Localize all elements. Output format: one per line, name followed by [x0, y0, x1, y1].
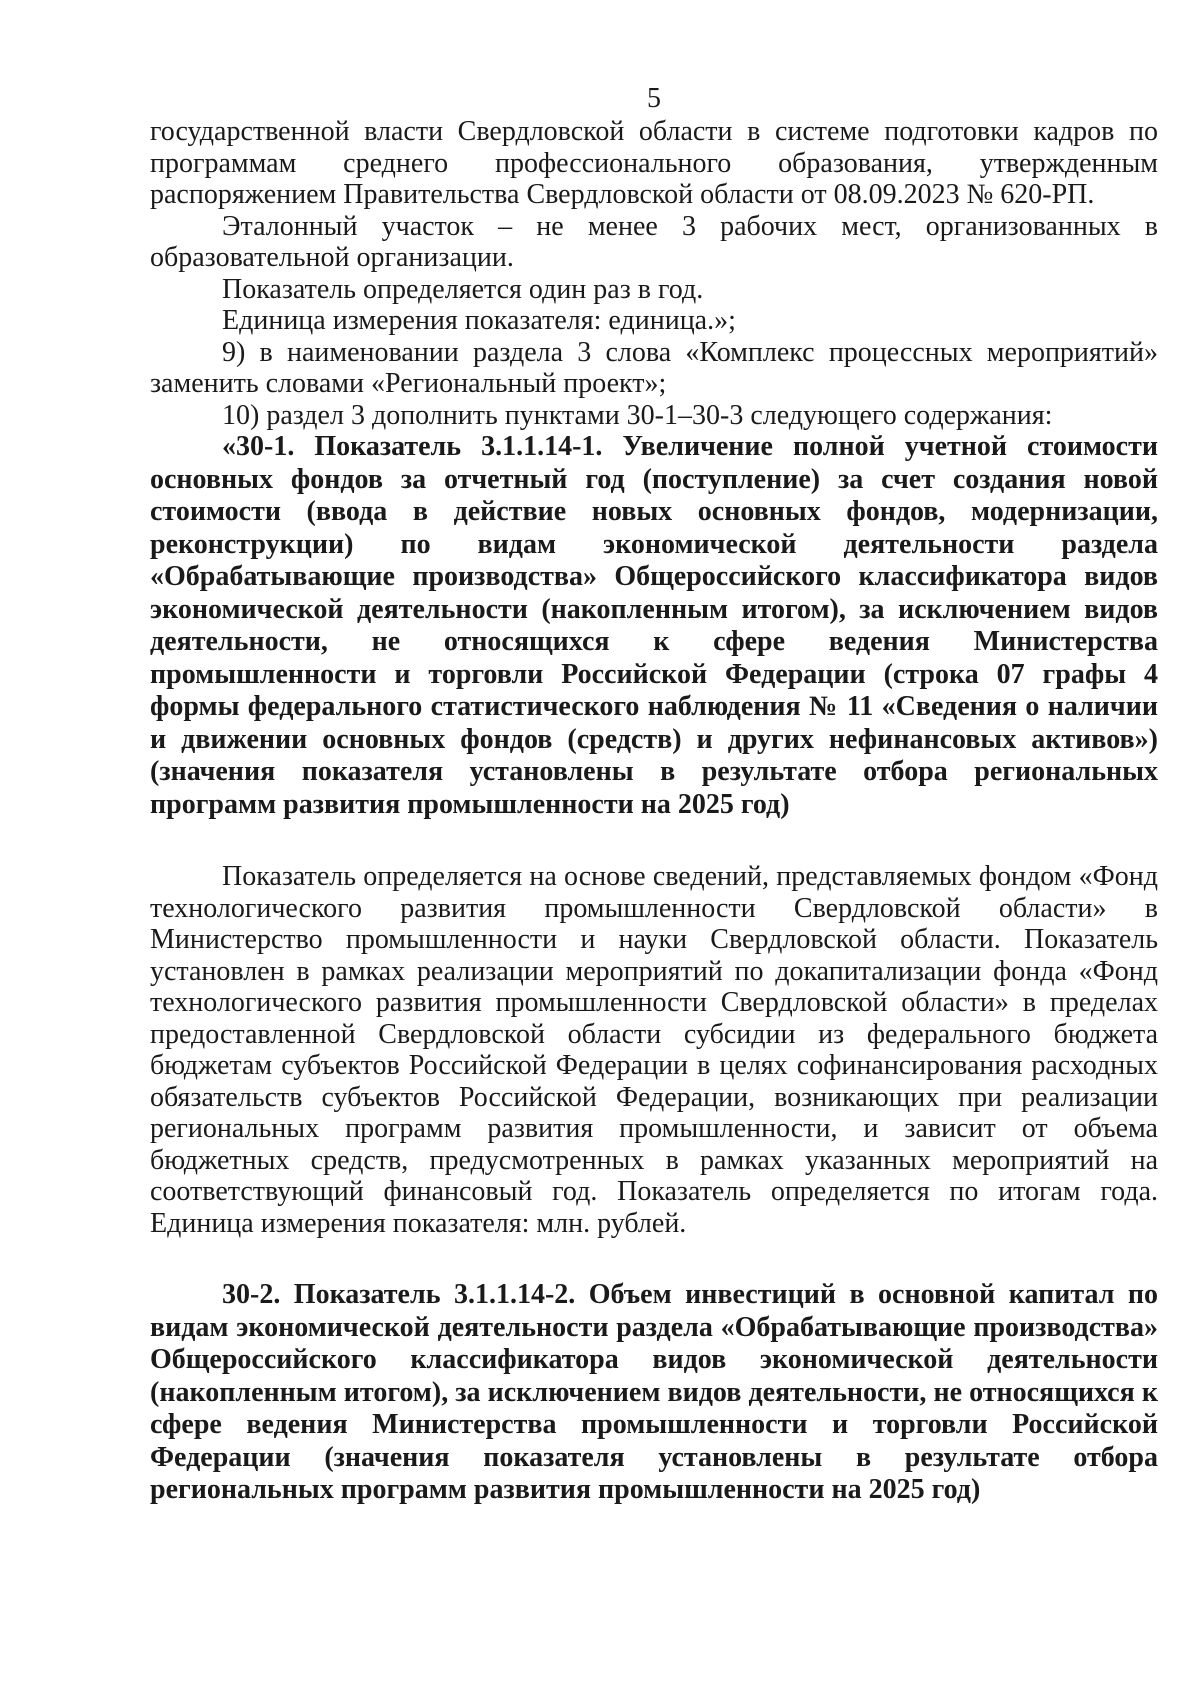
paragraph-frequency: Показатель определяется один раз в год. — [222, 273, 704, 305]
paragraph-item-10: 10) раздел 3 дополнить пунктами 30-1–30-3 следующего содержания: — [222, 399, 1053, 431]
heading-indicator-30-2: 30-2. Показатель 3.1.1.14-2. Объем инвестиций в основной капитал по видам экономической деятельности раздела «Обрабатывающие производства» Общероссийского классификатора видов экономической деятельности (накопленным итогом), за исключением видов деятельности, не относящихся к сфере ведения Министерства промышленности и торговли Российской Федерации (значения показателя установлены в результате отбора региональных программ развития промышленности на 2025 год) — [150, 1279, 1158, 1505]
paragraph-indicator-30-1-description: Показатель определяется на основе сведений, представляемых фондом «Фонд технологического развития промышленности Свердловской области» в Министерство промышленности и науки Свердловской области. Показатель установлен в рамках реализации мероприятий по докапитализации фонда «Фонд технологического развития промышленности Свердловской области» в пределах предоставленной Свердловской области субсидии из федерального бюджета бюджетам субъектов Российской Федерации в целях софинансирования расходных обязательств субъектов Российской Федерации, возникающих при реализации региональных программ развития промышленности, и зависит от объема бюджетных средств, предусмотренных в рамках указанных мероприятий на соответствующий финансовый год. Показатель определяется по итогам года. Единица измерения показателя: млн. рублей. — [150, 861, 1158, 1239]
document-page — [150, 84, 1158, 1507]
paragraph-unit: Единица измерения показателя: единица.»; — [222, 305, 736, 336]
paragraph-item-9: 9) в наименовании раздела 3 слова «Комплекс процессных мероприятий» заменить словами «Региональный проект»; — [150, 336, 1158, 399]
page-number: 5 — [647, 83, 661, 114]
paragraph-reference-site: Эталонный участок – не менее 3 рабочих мест, организованных в образовательной организации. — [150, 210, 1158, 273]
paragraph-continuation: государственной власти Свердловской области в системе подготовки кадров по программам среднего профессионального образования, утвержденным распоряжением Правительства Свердловской области от 08.09.2023 № 620-РП. — [150, 116, 1158, 210]
heading-indicator-30-1: «30-1. Показатель 3.1.1.14-1. Увеличение полной учетной стоимости основных фондов за отчетный год (поступление) за счет создания новой стоимости (ввода в действие новых основных фондов, модернизации, реконструкции) по видам экономической деятельности раздела «Обрабатывающие производства» Общероссийского классификатора видов экономической деятельности (накопленным итогом), за исключением видов деятельности, не относящихся к сфере ведения Министерства промышленности и торговли Российской Федерации (строка 07 графы 4 формы федерального статистического наблюдения № 11 «Сведения о наличии и движении основных фондов (средств) и других нефинансовых активов») (значения показателя установлены в результате отбора региональных программ развития промышленности на 2025 год) — [150, 431, 1158, 820]
